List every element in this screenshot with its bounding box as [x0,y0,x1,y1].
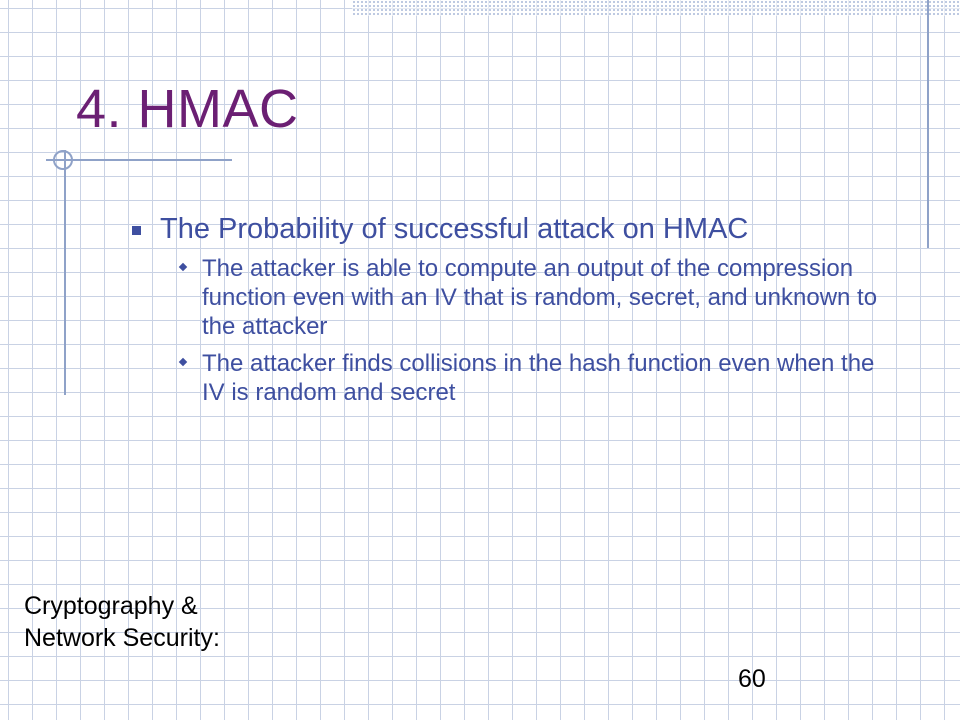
page-number: 60 [738,665,766,693]
decorative-vertical-line-right [927,0,929,248]
sub-bullet-item [172,349,890,407]
decorative-horizontal-line [46,159,232,161]
footer-text: Cryptography & Network Security: [24,592,220,652]
square-bullet-icon [132,226,141,235]
diamond-bullet-icon [179,358,187,366]
sub-bullet-item [172,254,890,341]
sub-bullet-text: The attacker finds collisions in the hash function even when the IV is random and secret [202,350,875,406]
dotted-header-band [352,0,960,16]
sub-bullet-text: The attacker is able to compute an output of the compression function even with an IV that is random, secret, and unknown to the attacker [202,255,878,340]
bullet-list [130,212,890,415]
decorative-vertical-line-left [64,150,66,395]
bullet-item [130,212,890,246]
decorative-circle-icon [53,150,73,170]
diamond-bullet-icon [179,263,187,271]
bullet-text: The Probability of successful attack on HMAC [160,213,749,245]
slide-title: 4. HMAC [76,79,299,139]
